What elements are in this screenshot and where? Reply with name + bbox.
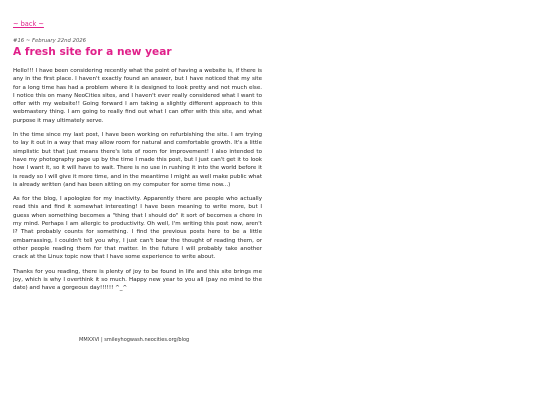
post-title: A fresh site for a new year [13, 46, 172, 58]
post-body [13, 67, 262, 292]
post-paragraph-1: Hello!!! I have been considering recently what the point of having a website is, if there is any in the first place. I haven't exactly found an answer, but I have noticed that my site for a long time has had a problem where it is designed to look pretty and not much else. I notice this on many NeoCities sites, and I haven't ever really considered what I want to offer with my website!! Going forward I am taking a slightly different approach to this webmastery thing. I am going to really find out what I can offer with this site, and what purpose it may ultimately serve. [13, 68, 262, 124]
page-footer: MMXXVI | smileyhogwash.neocities.org/blog [79, 337, 190, 343]
post-paragraph-3: As for the blog, I apologize for my inactivity. Apparently there are people who actually read this and find it somewhat interesting! I have been meaning to write more, but I guess when something becomes a "thing that I should do" it sort of becomes a chore in my mind. Perhaps I am allergic to productivity. Oh well, I'm writing this post now, aren't I? That probably counts for something. I find the previous posts here to be a little embarrassing, I couldn't tell you why, I just can't bear the thought of reading them, or other people reading them for that matter. In the future I will probably take another crack at the Linux topic now that I have some experience to write about. [13, 196, 262, 261]
post-meta: #16 ~ February 22nd 2026 [13, 38, 87, 44]
post-paragraph-2: In the time since my last post, I have been working on refurbishing the site. I am trying to lay it out in a way that may allow room for natural and comfortable growth. It's a little simplistic but that just means there's lots of room for improvement! I also intended to have my photography page up by the time I made this post, but I just can't get it to look how I want it, so it will have to wait. There is no use in rushing it into the world before it is ready so I will give it more time, and in the meantime I might as well make public what is already written (and has been sitting on my computer for some time now...) [13, 132, 262, 188]
post-paragraph-4: Thanks for you reading, there is plenty of joy to be found in life and this site brings me joy, which is why I overthink it so much. Happy new year to you all (pay no mind to the date) and have a gorgeous day!!!!!! ^_^ [13, 268, 262, 292]
blog-post-page [13, 11, 262, 298]
back-link[interactable]: ~ back ~ [13, 20, 44, 28]
